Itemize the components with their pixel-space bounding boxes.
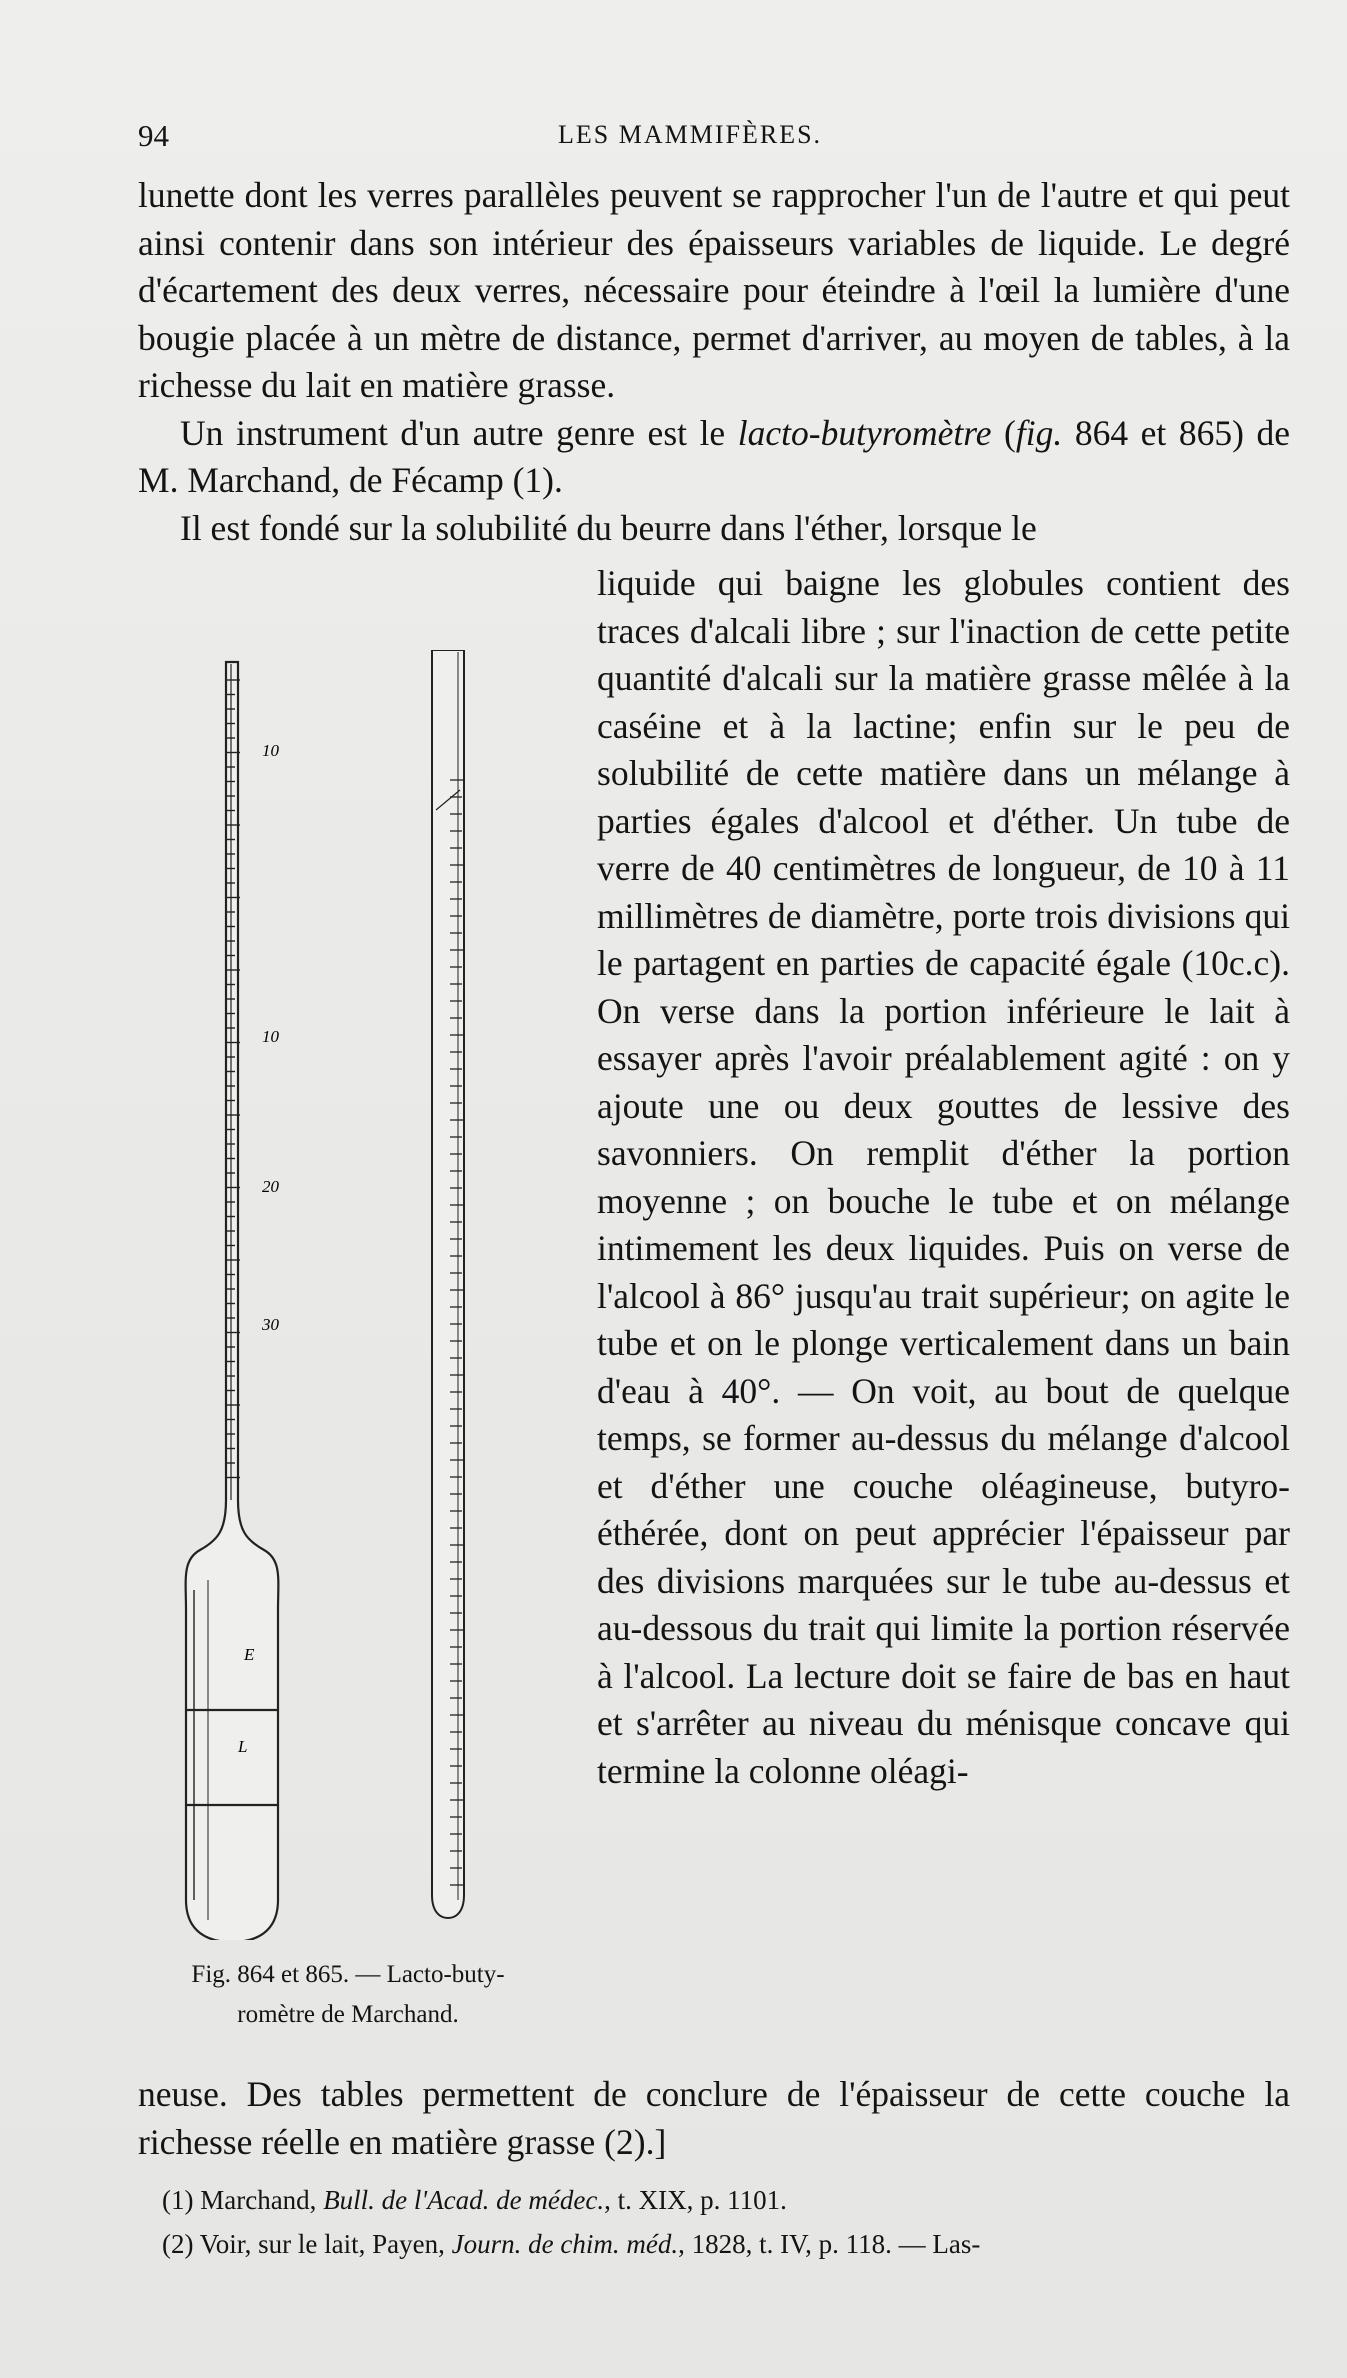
page-number: 94 [138,118,169,153]
tube-865 [432,650,464,1918]
lacto-butyrometer-illustration [160,650,520,1940]
footnote-2-marker: (2) Voir, sur le lait, Payen, [162,2229,452,2259]
paragraph-2-before: Un instrument d'un autre genre est le [180,412,738,453]
footnote-2-rest: , 1828, t. IV, p. 118. — Las- [678,2229,981,2259]
footnote-1 [162,2178,1290,2222]
bulb-label-l: L [238,1737,248,1756]
scale-label-20: 10 [262,1027,279,1046]
paragraph-3-end: neuse. Des tables permettent de conclure de l'épaisseur de cette couche la richesse réelle en matière grasse (2).] [138,2074,1290,2162]
footnote-1-rest: , t. XIX, p. 1101. [604,2185,787,2215]
running-title: LES MAMMIFÈRES. [558,120,823,149]
scale-label-10: 10 [262,741,279,760]
paragraph-3-column: liquide qui baigne les globules contient des traces d'alcali libre ; sur l'inaction de cette petite quantité d'alcali sur la matière grasse mêlée à la caséine et à la lactine; enfin sur le peu de solubilité de cette matière dans un mélange à parties égales d'alcool et d'éther. Un tube de verre de 40 centimètres de longueur, de 10 à 11 millimètres de diamètre, porte trois divisions qui le partagent en parties de capacité égale (10c.c). On verse dans la portion inférieure le lait à essayer après l'avoir préalablement agité : on y ajoute une ou deux gouttes de lessive des savonniers. On remplit d'éther la portion moyenne ; on bouche le tube et on mélange intimement les deux liquides. Puis on verse de l'alcool à 86° jusqu'au trait supérieur; on agite le tube et on le plonge verticalement dans un bain d'eau à 40°. — On voit, au bout de quelque temps, se former au-dessus du mélange d'alcool et d'éther une couche oléagineuse, butyro-éthérée, dont on peut apprécier l'épaisseur par des divisions marquées sur le tube au-dessus et au-dessous du trait qui limite la portion réservée à l'alcool. La lecture doit se faire de bas en haut et s'arrêter au niveau du ménisque concave qui termine la colonne oléagi- [597,563,1290,1791]
scale-label-30: 30 [262,1315,279,1334]
figure-caption-line-1: Fig. 864 et 865. — Lacto-buty- [191,1961,505,1988]
scale-label-20b: 20 [262,1177,279,1196]
term-lacto-butyrometre: lacto-butyromètre [737,412,992,453]
figure-caption [138,1955,558,2035]
footnote-2-source: Journ. de chim. méd. [451,2229,679,2259]
figure-lacto-butyrometer [160,650,520,1940]
paragraph-1: lunette dont les verres parallèles peuvent se rapprocher l'un de l'autre et qui peut ainsi contenir dans son intérieur des épaisseurs variables de liquide. Le degré d'écartement des deux verres, nécessaire pour éteindre à l'œil la lumière d'une bougie placée à un mètre de distance, permet d'arriver, au moyen de tables, à la richesse du lait en matière grasse. [138,175,1290,405]
body-text-top [138,172,1290,552]
footnote-1-marker: (1) Marchand, [162,2185,324,2215]
footnotes [162,2178,1290,2266]
paragraph-3-intro: Il est fondé sur la solubilité du beurre dans l'éther, lorsque le [180,507,1037,548]
page-header [138,118,1290,158]
paragraph-2-after: 864 et 865) de M. Marchand, de Fécamp (1). [138,412,1291,500]
bulb-label-e: E [244,1645,255,1664]
paragraph-2-paren: ( [991,412,1016,453]
footnote-2 [162,2222,1290,2266]
body-text-bottom [138,2071,1290,2166]
paragraph-2 [138,410,1290,505]
fig-abbrev: fig. [1015,412,1063,453]
body-text-column [597,560,1290,1795]
footnote-1-source: Bull. de l'Acad. de médec. [323,2185,605,2215]
figure-caption-line-2: romètre de Marchand. [237,2001,459,2028]
